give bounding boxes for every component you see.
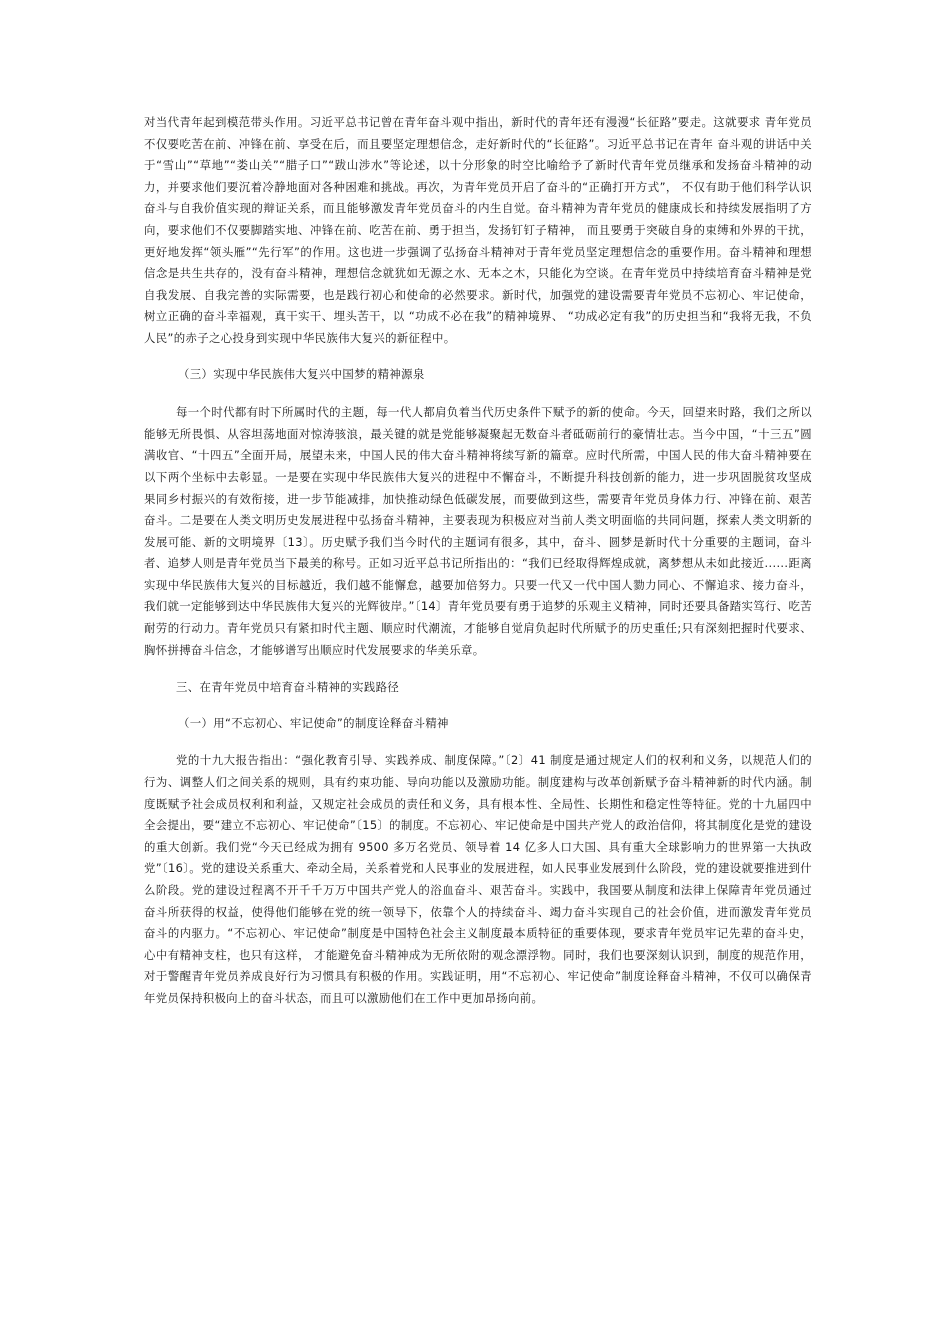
body-paragraph: 党的十九大报告指出：“强化教育引导、实践养成、制度保障。”〔2〕41 制度是通过规定人们的权利和义务，以规范人们的行为、调整人们之间关系的规则，具有约束功能、导向功能以及激励功能。制度建构与改革创新赋予奋斗精神新的时代内涵。制度既赋予社会成员权利和利益，又规定社会成员的责任和义务，具有根本性、全局性、长期性和稳定性等特征。党的十九届四中全会提出，要“建立不忘初心、牢记使命”〔15〕的制度。不忘初心、牢记使命是中国共产党人的政治信仰，将其制度化是党的建设的重大创新。我们党“今天已经成为拥有 9500 多万名党员、领导着 14 亿多人口大国、具有重大全球影响力的世界第一大执政党”〔16〕。党的建设关系重大、牵动全局，关系着党和人民事业的发展进程，如人民事业发展到什么阶段，党的建设就要推进到什么阶段。党的建设过程离不开千千万万中国共产党人的浴血奋斗、艰苦奋斗。实践中，我国要从制度和法律上保障青年党员通过奋斗所获得的权益，使得他们能够在党的统一领导下，依靠个人的持续奋斗、竭力奋斗实现自己的社会价值，进而激发青年党员奋斗的内驱力。“不忘初心、牢记使命”制度是中国特色社会主义制度最本质特征的重要体现，要求青年党员牢记先辈的奋斗史，心中有精神支柱，也只有这样， 才能避免奋斗精神成为无所依附的观念漂浮物。同时，我们也要深刻认识到，制度的规范作用，对于警醒青年党员养成良好行为习惯具有积极的作用。实践证明，用“不忘初心、牢记使命”制度诠释奋斗精神，不仅可以确保青年党员保持积极向上的奋斗状态，而且可以激励他们在工作中更加昂扬向前。 — [144, 753, 812, 1005]
document-page — [144, 112, 812, 1010]
body-paragraph: 每一个时代都有时下所属时代的主题，每一代人都肩负着当代历史条件下赋予的新的使命。今天，回望来时路，我们之所以能够无所畏惧、从容坦荡地面对惊涛骇浪，最关键的就是党能够凝聚起无数奋斗者砥砺前行的豪情壮志。当今中国，“十三五”圆满收官、“十四五”全面开局，展望未来，中国人民的伟大奋斗精神将续写新的篇章。应时代所需，中国人民的伟大奋斗精神要在以下两个坐标中去彰显。一是要在实现中华民族伟大复兴的进程中不懈奋斗，不断提升科技创新的能力，进一步巩固脱贫攻坚成果同乡村振兴的有效衔接，进一步节能减排，加快推动绿色低碳发展，而要做到这些，需要青年党员身体力行、冲锋在前、艰苦奋斗。二是要在人类文明历史发展进程中弘扬奋斗精神，主要表现为积极应对当前人类文明面临的共同问题，探索人类文明新的发展可能、新的文明境界〔13〕。历史赋予我们当今时代的主题词有很多，其中，奋斗、圆梦是新时代十分重要的主题词，奋斗者、追梦人则是青年党员当下最美的称号。正如习近平总书记所指出的：“我们已经取得辉煌成就，离梦想从未如此接近......距离实现中华民族伟大复兴的目标越近，我们越不能懈怠，越要加倍努力。只要一代又一代中国人勠力同心、不懈追求、接力奋斗，我们就一定能够到达中华民族伟大复兴的光辉彼岸。”〔14〕青年党员要有勇于追梦的乐观主义精神，同时还要具备踏实笃行、吃苦耐劳的行动力。青年党员只有紧扣时代主题、顺应时代潮流，才能够自觉肩负起时代所赋予的历史重任;只有深刻把握时代要求、胸怀拼搏奋斗信念，才能够谱写出顺应时代发展要求的华美乐章。 — [144, 405, 812, 657]
section-subheading: （一）用“不忘初心、牢记使命”的制度诠释奋斗精神 — [178, 715, 449, 730]
section-heading: 三、在青年党员中培育奋斗精神的实践路径 — [176, 680, 400, 695]
section-subheading: （三）实现中华民族伟大复兴中国梦的精神源泉 — [178, 366, 425, 381]
body-paragraph: 对当代青年起到模范带头作用。习近平总书记曾在青年奋斗观中指出，新时代的青年还有漫漫“长征路”要走。这就要求 青年党员不仅要吃苦在前、冲锋在前、享受在后，而且要坚定理想信念，走好新时代的“长征路”。习近平总书记在青年 奋斗观的讲话中关于“雪山”“草地”“娄山关”“腊子口”“跋山涉水”等论述，以十分形象的时空比喻给予了新时代青年党员继承和发扬奋斗精神的动力，并要求他们要沉着冷静地面对各种困难和挑战。再次，为青年党员开启了奋斗的“正确打开方式”， 不仅有助于他们科学认识奋斗与自我价值实现的辩证关系，而且能够激发青年党员奋斗的内生自觉。奋斗精神为青年党员的健康成长和持续发展指明了方向，要求他们不仅要脚踏实地、冲锋在前、吃苦在前、勇于担当，发扬钉钉子精神， 而且要勇于突破自身的束缚和外界的干扰，更好地发挥“领头雁”“先行军”的作用。这也进一步强调了弘扬奋斗精神对于青年党员坚定理想信念的重要作用。奋斗精神和理想信念是共生共存的，没有奋斗精神，理想信念就犹如无源之水、无本之木，只能化为空谈。在青年党员中持续培育奋斗精神是党自我发展、自我完善的实际需要，也是践行初心和使命的必然要求。新时代，加强党的建设需要青年党员不忘初心、牢记使命，树立正确的奋斗幸福观，真干实干、埋头苦干，以 “功成不必在我”的精神境界、 “功成必定有我”的历史担当和“我将无我，不负人民”的赤子之心投身到实现中华民族伟大复兴的新征程中。 — [144, 115, 812, 345]
